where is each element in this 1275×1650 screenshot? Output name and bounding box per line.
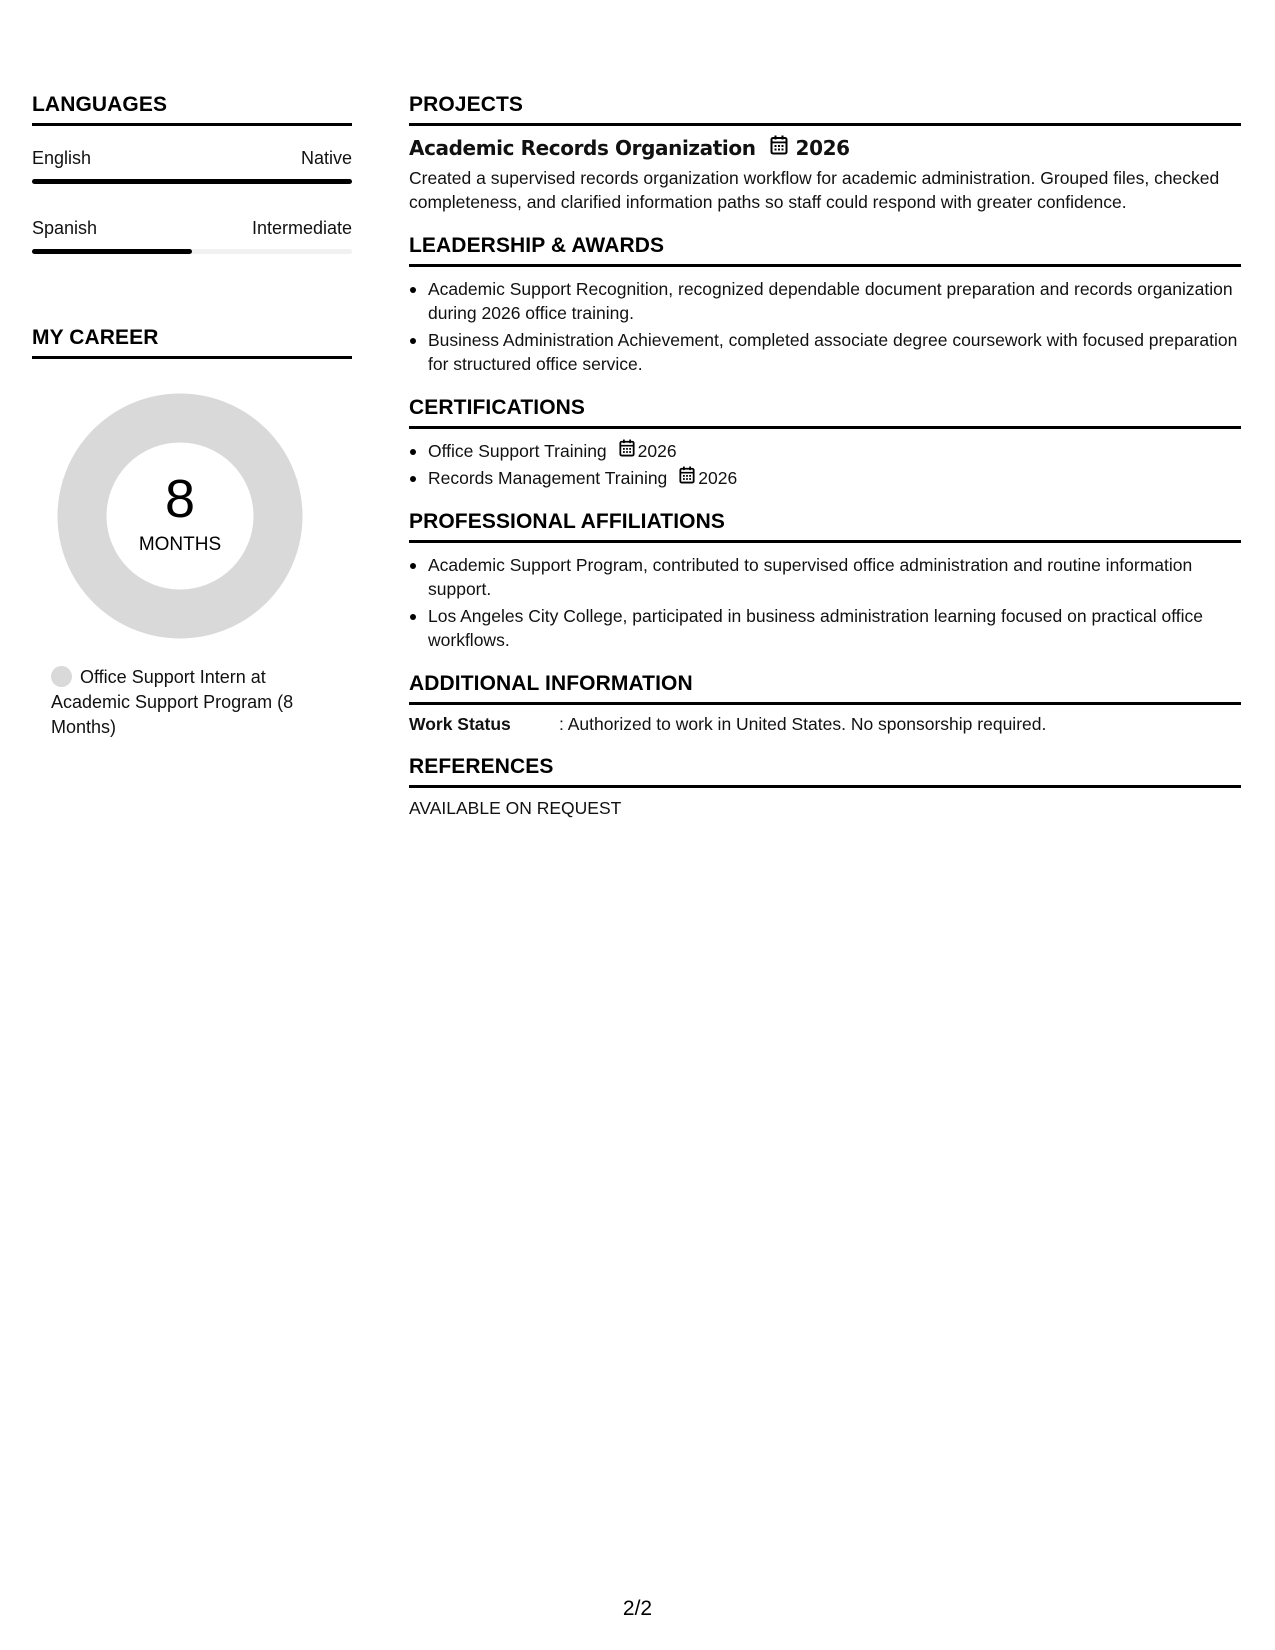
left-column xyxy=(32,93,352,740)
project-header xyxy=(409,135,1241,160)
languages-heading: LANGUAGES xyxy=(32,93,352,126)
affiliations-section xyxy=(409,510,1241,652)
language-item xyxy=(32,218,352,254)
language-name: Spanish xyxy=(32,218,98,238)
certification-name: Office Support Training xyxy=(428,441,607,461)
affiliations-heading: PROFESSIONAL AFFILIATIONS xyxy=(409,510,1241,543)
list-item: Business Administration Achievement, completed associate degree coursework with focused preparation for structured office service. xyxy=(409,328,1241,376)
language-proficiency-bar xyxy=(32,179,352,184)
career-legend-label: Office Support Intern at Academic Support Program (8 Months) xyxy=(51,667,294,737)
references-text: AVAILABLE ON REQUEST xyxy=(409,798,622,818)
list-item xyxy=(409,466,1241,490)
references-heading: REFERENCES xyxy=(409,755,1241,788)
projects-section xyxy=(409,93,1241,214)
additional-info-section xyxy=(409,672,1241,735)
calendar-icon xyxy=(679,466,695,490)
certifications-heading: CERTIFICATIONS xyxy=(409,396,1241,429)
career-legend-item xyxy=(51,665,321,740)
info-value: : Authorized to work in United States. No sponsorship required. xyxy=(559,714,1047,734)
project-year: 2026 xyxy=(795,135,850,160)
list-item xyxy=(409,439,1241,463)
language-level: Native xyxy=(300,148,352,168)
certification-year: 2026 xyxy=(698,468,738,488)
info-row xyxy=(409,714,1241,735)
calendar-icon xyxy=(770,135,788,160)
leadership-section xyxy=(409,234,1241,376)
list-item: Academic Support Recognition, recognized dependable document preparation and records organization during 2026 office training. xyxy=(409,277,1241,325)
references-section xyxy=(409,755,1241,819)
list-item: Academic Support Program, contributed to supervised office administration and routine information support. xyxy=(409,553,1241,601)
leadership-heading: LEADERSHIP & AWARDS xyxy=(409,234,1241,267)
career-donut-chart xyxy=(57,393,303,639)
additional-info-heading: ADDITIONAL INFORMATION xyxy=(409,672,1241,705)
language-proficiency-bar xyxy=(32,249,352,254)
info-key: Work Status xyxy=(409,714,511,734)
language-name: English xyxy=(32,148,92,168)
calendar-icon xyxy=(619,439,635,463)
language-item xyxy=(32,148,352,184)
legend-dot-icon xyxy=(51,666,72,687)
career-total-value: 8 xyxy=(164,469,196,529)
certification-name: Records Management Training xyxy=(428,468,668,488)
career-section xyxy=(32,326,352,740)
language-level: Intermediate xyxy=(251,218,352,238)
projects-heading: PROJECTS xyxy=(409,93,1241,126)
career-heading: MY CAREER xyxy=(32,326,352,359)
right-column xyxy=(409,93,1241,839)
languages-section xyxy=(32,93,352,254)
certification-year: 2026 xyxy=(637,441,677,461)
list-item: Los Angeles City College, participated in business administration learning focused on practical office workflows. xyxy=(409,604,1241,652)
language-proficiency-fill xyxy=(32,179,352,184)
career-total-unit: MONTHS xyxy=(138,534,222,555)
page-number: 2/2 xyxy=(622,1597,653,1620)
language-proficiency-fill xyxy=(32,249,192,254)
certifications-section xyxy=(409,396,1241,490)
project-name: Academic Records Organization xyxy=(409,135,756,160)
project-description: Created a supervised records organization workflow for academic administration. Grouped files, checked completeness, and clarified information paths so staff could respond with greater confidence. xyxy=(409,168,1220,212)
